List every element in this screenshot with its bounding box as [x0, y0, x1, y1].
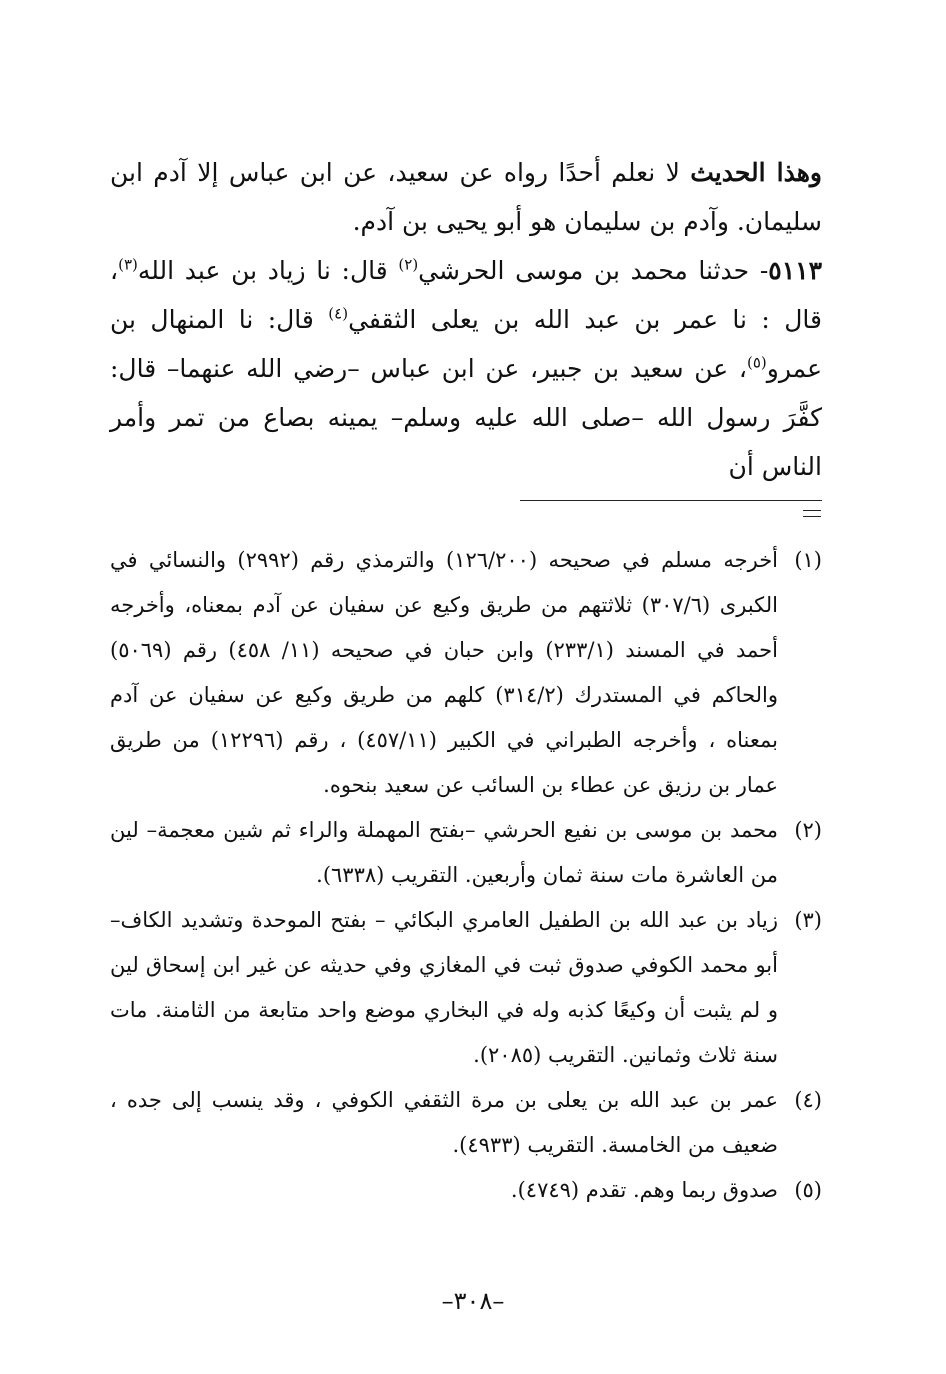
- footnote-3: [110, 898, 822, 1078]
- footnote-number: (٣): [794, 908, 822, 932]
- footnotes: [110, 538, 822, 1213]
- footnote-text: عمر بن عبد الله بن يعلى بن مرة الثقفي الكوفي ، وقد ينسب إلى جده ، ضعيف من الخامسة. التقريب (٤٩٣٣).: [110, 1088, 778, 1157]
- footnote-text: زياد بن عبد الله بن الطفيل العامري البكائي – بفتح الموحدة وتشديد الكاف– أبو محمد الكوفي صدوق ثبت في المغازي وفي حديثه عن غير ابن إسحاق لين و لم يثبت أن وكيعًا كذبه وله في البخاري موضع واحد متابعة من الثامنة. مات سنة ثلاث وثمانين. التقريب (٢٠٨٥).: [110, 908, 778, 1067]
- footnote-ref-3: (٣): [118, 255, 138, 274]
- hadith-text-part-3: ، قال : نا عمر بن عبد الله بن يعلى الثقفي: [110, 256, 822, 334]
- footnote-number: (٥): [794, 1178, 822, 1202]
- footnote-text: أخرجه مسلم في صحيحه (١٢٦/٢٠٠) والترمذي رقم (٢٩٩٢) والنسائي في الكبرى (٣٠٧/٦) ثلاثتهم من طريق وكيع عن سفيان عن آدم بمعناه، وأخرجه أحمد في المسند (٢٣٣/١) وابن حبان في صحيحه (١١/ ٤٥٨) رقم (٥٠٦٩) والحاكم في المستدرك (٣١٤/٢) كلهم من طريق وكيع عن سفيان عن آدم بمعناه ، وأخرجه الطبراني في الكبير (٤٥٧/١١) ، رقم (١٢٢٩٦) من طريق عمار بن رزيق عن عطاء بن السائب عن سعيد بنحوه.: [110, 548, 779, 797]
- footnote-text: صدوق ربما وهم. تقدم (٤٧٤٩).: [510, 1178, 778, 1202]
- footnote-ref-5: (٥): [746, 353, 767, 372]
- footnote-number: (٤): [794, 1088, 822, 1112]
- paragraph-1-lead: وهذا الحديث: [690, 158, 823, 187]
- hadith-text-part-1: - حدثنا محمد بن موسى الحرشي: [418, 256, 769, 285]
- main-text: [110, 148, 822, 491]
- footnote-number: (١): [794, 548, 822, 572]
- page-number: –٣٠٨–: [441, 1287, 505, 1315]
- hadith-text-part-2: قال: نا زياد بن عبد الله: [137, 256, 399, 285]
- footnote-separator-mark: [803, 510, 821, 517]
- footnote-ref-2: (٢): [398, 255, 419, 274]
- paragraph-1: [110, 148, 822, 246]
- footnote-text: محمد بن موسى بن نفيع الحرشي –بفتح المهملة والراء ثم شين معجمة– لين من العاشرة مات سنة ثمان وأربعين. التقريب (٦٣٣٨).: [110, 818, 778, 887]
- footnote-number: (٢): [794, 818, 822, 842]
- footnote-separator: [520, 500, 822, 501]
- footnote-ref-4: (٤): [328, 304, 349, 323]
- hadith-number: ٥١١٣: [768, 256, 822, 285]
- hadith-5113: [110, 246, 822, 491]
- footnote-4: [110, 1078, 822, 1168]
- hadith-text-part-4: قال: نا المنهال بن عمرو: [110, 305, 822, 383]
- footnote-5: [110, 1168, 822, 1213]
- hadith-text-part-5: ، عن سعيد بن جبير، عن ابن عباس –رضي الله عنهما– قال: كفَّرَ رسول الله –صلى الله عليه وسلم– يمينه بصاع من تمر وأمر الناس أن: [110, 354, 822, 481]
- footnote-2: [110, 808, 822, 898]
- paragraph-1-text: لا نعلم أحدًا رواه عن سعيد، عن ابن عباس إلا آدم ابن سليمان. وآدم بن سليمان هو أبو يحيى بن آدم.: [110, 158, 822, 236]
- footnote-1: [110, 538, 822, 808]
